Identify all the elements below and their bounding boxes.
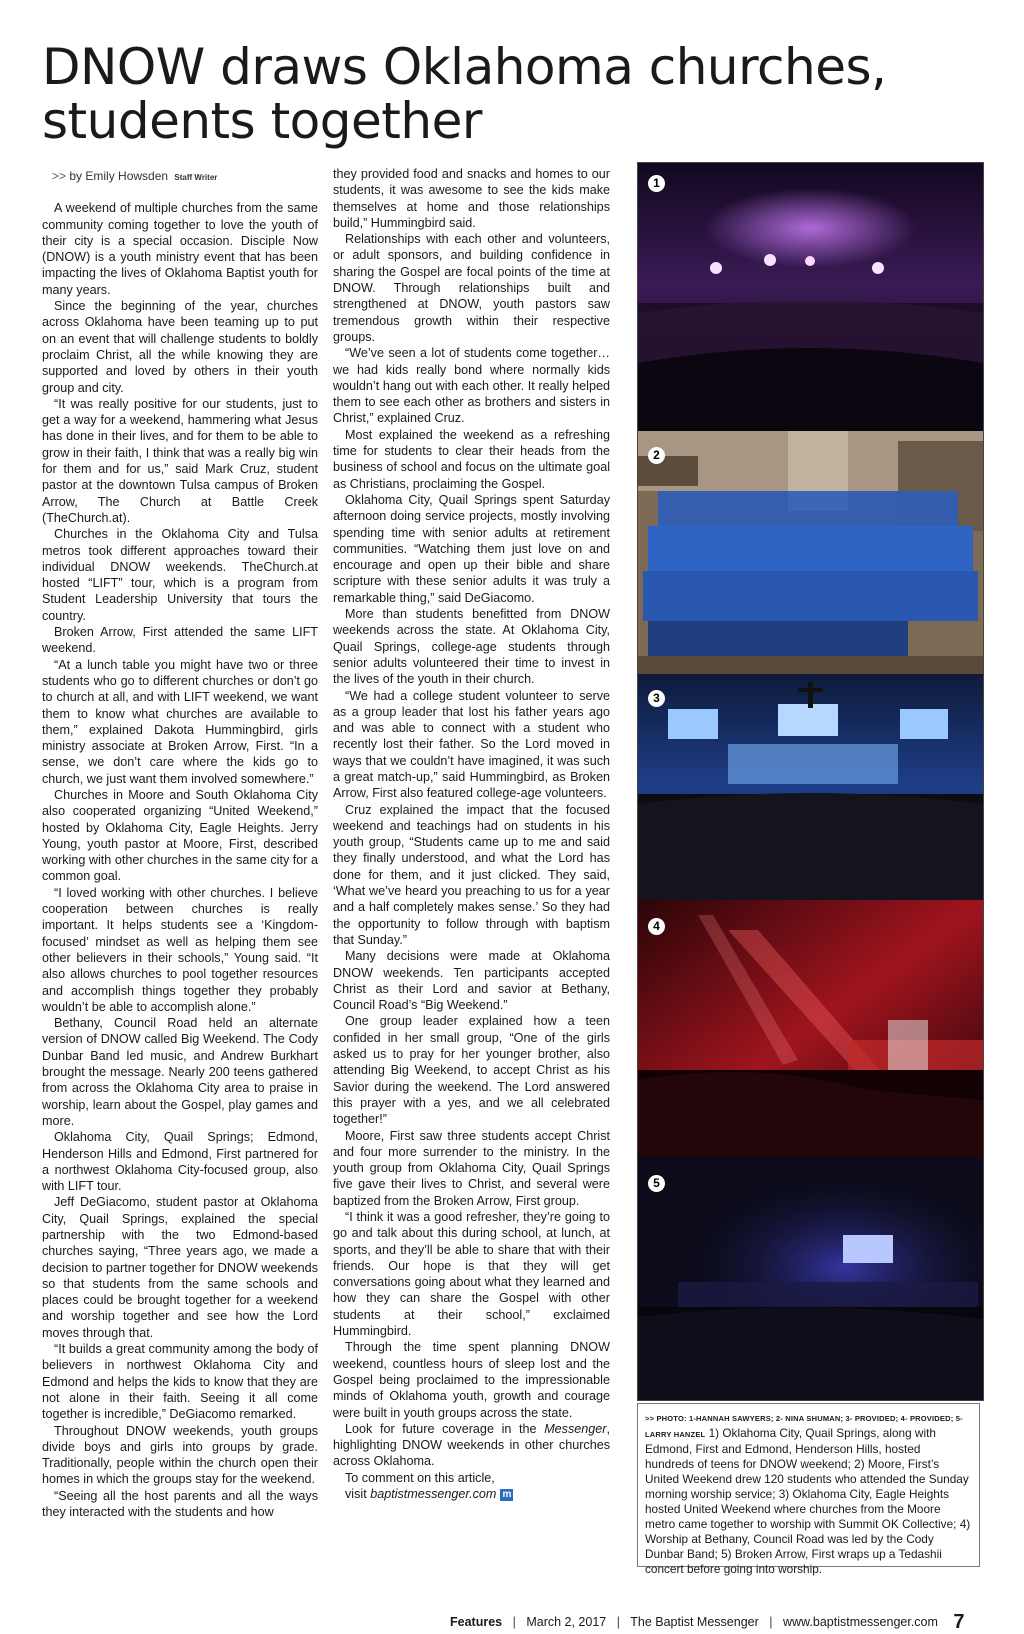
photo-1-image: [638, 163, 983, 431]
paragraph: they provided food and snacks and homes to our students, it was awesome to see the kids make themselves at home and those relationships build,” Hummingbird said.: [333, 167, 610, 230]
paragraph: Jeff DeGiacomo, student pastor at Oklahoma City, Quail Springs, explained the special partnership with the two Edmond-based churches saying, “Three years ago, we made a decision to partner together for DNOW weekends so that students from the same schools and places could be brought together for a weekend and worship together and see how the Lord moves through that.: [42, 1195, 318, 1340]
comment-prompt: To comment on this article,: [345, 1470, 495, 1485]
paragraph: More than students benefitted from DNOW weekends across the state. At Oklahoma City, Quail Springs, college-age students through senior adults volunteered their time to invest in the lives of the youth in their church.: [333, 607, 610, 687]
paragraph: Through the time spent planning DNOW weekend, countless hours of sleep lost and the Gospel being proclaimed to the impressionable minds of Oklahoma youth, growth and courage were built in youth groups across the state.: [333, 1340, 610, 1420]
article-column-1: [42, 168, 318, 1520]
photo-number-badge: 2: [648, 447, 665, 464]
footer-separator: |: [769, 1615, 773, 1629]
comment-link-line: [333, 1486, 610, 1502]
caption-text: 1) Oklahoma City, Quail Springs, along with Edmond, First and Edmond, Henderson Hills, hosted hundreds of teens for DNOW weekend; 2) Moore, First’s United Weekend drew 120 students who attended the Sunday morning worship service; 3) Oklahoma City, Eagle Heights hosted United Weekend where churches from the Moore metro came together to worship with Summit OK Collective; 4) Worship at Bethany, Council Road was led by the Cody Dunbar Band; 5) Broken Arrow, First wraps up a Tedashii concert before going into worship.: [645, 1426, 971, 1576]
comment-link[interactable]: baptistmessenger.com: [370, 1487, 497, 1502]
paragraph: “At a lunch table you might have two or three students who go to different churches or don’t go to church at all, and with LIFT weekend, we want them to know what churches are available to them,” explained Dakota Hummingbird, girls ministry associate at Broken Arrow, First. “In a sense, we don’t care where the kids go to church, we just want them involved somewhere.”: [42, 657, 318, 786]
page-number: 7: [953, 1611, 965, 1633]
byline-arrow: >>: [52, 169, 67, 183]
paragraph: Broken Arrow, First attended the same LIFT weekend.: [42, 625, 318, 656]
paragraph: Most explained the weekend as a refreshing time for students to clear their heads from the business of school and focus on the ultimate goal as Christians, proclaiming the Gospel.: [333, 427, 610, 491]
footer-separator: |: [616, 1615, 620, 1629]
photo-1: [638, 163, 983, 431]
headline-line-1: DNOW draws Oklahoma churches,: [42, 38, 887, 96]
headline: [42, 40, 942, 148]
byline-role: Staff Writer: [174, 173, 218, 182]
photo-2: [638, 431, 983, 674]
photo-5-image: [638, 1157, 983, 1400]
photo-number-badge: 3: [648, 690, 665, 707]
photo-5: [638, 1157, 983, 1400]
paragraph: “It was really positive for our students, just to get a way for a weekend, hammering what Jesus has done in their lives, and for them to be able to grow in their faith, I think that was a really big win for them and for us,” said Mark Cruz, student pastor at the downtown Tulsa campus of Broken Arrow, The Church at Battle Creek (TheChurch.at).: [42, 396, 318, 525]
footer-website-link[interactable]: www.baptistmessenger.com: [783, 1615, 938, 1629]
photo-3-image: [638, 674, 983, 900]
paragraph: Churches in the Oklahoma City and Tulsa metros took different approaches toward their individual DNOW weekends. TheChurch.at hosted “LIFT” tour, which is a program from Student Leadership University that tours the country.: [42, 527, 318, 623]
photo-4: [638, 900, 983, 1157]
photo-credit: >> PHOTO: 1-HANNAH SAWYERS; 2- NINA SHUMAN; 3- PROVIDED; 4- PROVIDED; 5- LARRY HANZEL: [645, 1414, 963, 1439]
messenger-logo-icon: m: [500, 1489, 513, 1501]
footer-separator: |: [512, 1615, 516, 1629]
paragraph: Oklahoma City, Quail Springs spent Saturday afternoon doing service projects, mostly involving spending time with senior adults at retirement communities. “Watching them just love on and encourage and open up their bible and share scripture with these senior adults it was truly a remarkable thing,” said DeGiacomo.: [333, 492, 610, 605]
photo-number-badge: 4: [648, 918, 665, 935]
paragraph: Churches in Moore and South Oklahoma City also cooperated organizing “United Weekend,” hosted by Oklahoma City, Eagle Heights. Jerry Young, youth pastor at Moore, First, described working with other churches in the same city for a common goal.: [42, 787, 318, 884]
byline: [52, 168, 318, 186]
future-coverage-note: [333, 1421, 610, 1470]
photo-3: [638, 674, 983, 900]
footer-date: March 2, 2017: [526, 1615, 607, 1629]
paragraph: Moore, First saw three students accept Christ and four more surrender to the ministry. In the youth group from Oklahoma City, Quail Springs five gave their lives to Christ, and several were baptized from the Broken Arrow, First group.: [333, 1128, 610, 1208]
photo-number-badge: 5: [648, 1175, 665, 1192]
paragraph: Cruz explained the impact that the focused weekend and teachings had on students in his youth group, “Students came up to me and said they finally understood, and what the Lord has done for them, and it just clicked. They said, ‘What we’ve heard you preaching to us for a year and a half completely makes sense.’ So they had the opportunity to follow through with baptism that Sunday.”: [333, 802, 610, 947]
headline-line-2: students together: [42, 92, 482, 150]
footer-publication: The Baptist Messenger: [630, 1615, 759, 1629]
future-coverage-publication: Messenger: [544, 1421, 607, 1436]
paragraph: Since the beginning of the year, churches across Oklahoma have been teaming up to put on an event that will challenge students to boldly proclaim Christ, all the while knowing they are supported and loved by others in their youth group and city.: [42, 299, 318, 395]
photo-number-badge: 1: [648, 175, 665, 192]
page-footer: [450, 1611, 990, 1631]
byline-name: by Emily Howsden: [69, 169, 169, 183]
paragraph: “Seeing all the host parents and all the ways they interacted with the students and how: [42, 1488, 318, 1520]
paragraph: “It builds a great community among the body of believers in northwest Oklahoma City and Edmond and helps the kids to know that they are not alone in their faith. Seeing it all come together is incredible,” DeGiacomo remarked.: [42, 1342, 318, 1422]
photo-2-image: [638, 431, 983, 674]
paragraph: One group leader explained how a teen confided in her small group, “One of the girls asked us to pray for her younger brother, also attending Big Weekend, to accept Christ as his Savior during the weekend. The Lord answered this prayer with a yes, and we all celebrated together!”: [333, 1014, 610, 1127]
paragraph: “We’ve seen a lot of students come together… we had kids really bond where normally kids wouldn’t hang out with each other. It really helped them to see each other as brothers and sisters in Christ,” explained Cruz.: [333, 346, 610, 426]
footer-section: Features: [450, 1615, 503, 1629]
paragraph: “I think it was a good refresher, they’re going to go and talk about this during school, at lunch, at sports, and they’ll be able to share that with their friends. Our hope is that they will get conversations going about what they learned and how they can share the Gospel with other students at their school,” exclaimed Hummingbird.: [333, 1210, 610, 1339]
paragraph: “We had a college student volunteer to serve as a group leader that lost his father years ago and was able to connect with a student who recently lost their father. So the Lord moved in ways that we couldn’t have imagined, it was such a great match-up,” said Hummingbird, as Broken Arrow, First also featured college-age volunteers.: [333, 688, 610, 801]
photo-strip: [637, 162, 984, 1401]
photo-4-image: [638, 900, 983, 1157]
paragraph: Oklahoma City, Quail Springs; Edmond, Henderson Hills and Edmond, First partnered for a northwest Oklahoma City-focused group, also with LIFT tour.: [42, 1130, 318, 1194]
paragraph: Many decisions were made at Oklahoma DNOW weekends. Ten participants accepted Christ as their Lord and savior at Bethany, Council Road’s “Big Weekend.”: [333, 949, 610, 1013]
paragraph: Relationships with each other and volunteers, or adult sponsors, and building confidence in sharing the Gospel are focal points of the time at DNOW. Through relationships built and strengthened at DNOW, youth pastors saw tremendous growth within their respective groups.: [333, 232, 610, 344]
photo-caption: [637, 1403, 980, 1576]
comment-visit: visit: [345, 1487, 371, 1502]
article-column-2: [333, 166, 610, 1502]
future-coverage-after: , highlighting DNOW weekends in other churches across Oklahoma.: [333, 1421, 610, 1469]
future-coverage-before: Look for future coverage in the: [345, 1421, 545, 1436]
paragraph: “I loved working with other churches. I believe cooperation between churches is really important. It helps students see a ‘Kingdom-focused’ mindset as well as helping them see other believers in their schools,” Young said. “It also allows churches to pool together resources and accomplish things together they probably wouldn’t be able to accomplish alone.”: [42, 885, 318, 1014]
paragraph: Throughout DNOW weekends, youth groups divide boys and girls into groups by grade. Traditionally, people within the church open their homes in which the groups stay for the weekend.: [42, 1423, 318, 1487]
paragraph: A weekend of multiple churches from the same community coming together to love the youth of their city is a special occasion. Disciple Now (DNOW) is a youth ministry event that has been impacting the lives of Oklahoma Baptist youth for many years.: [42, 201, 318, 297]
paragraph: Bethany, Council Road held an alternate version of DNOW called Big Weekend. The Cody Dunbar Band led music, and Andrew Burkhart brought the message. Nearly 200 teens gathered from across the Oklahoma City area to praise in worship, learn about the Gospel, play games and more.: [42, 1016, 318, 1128]
